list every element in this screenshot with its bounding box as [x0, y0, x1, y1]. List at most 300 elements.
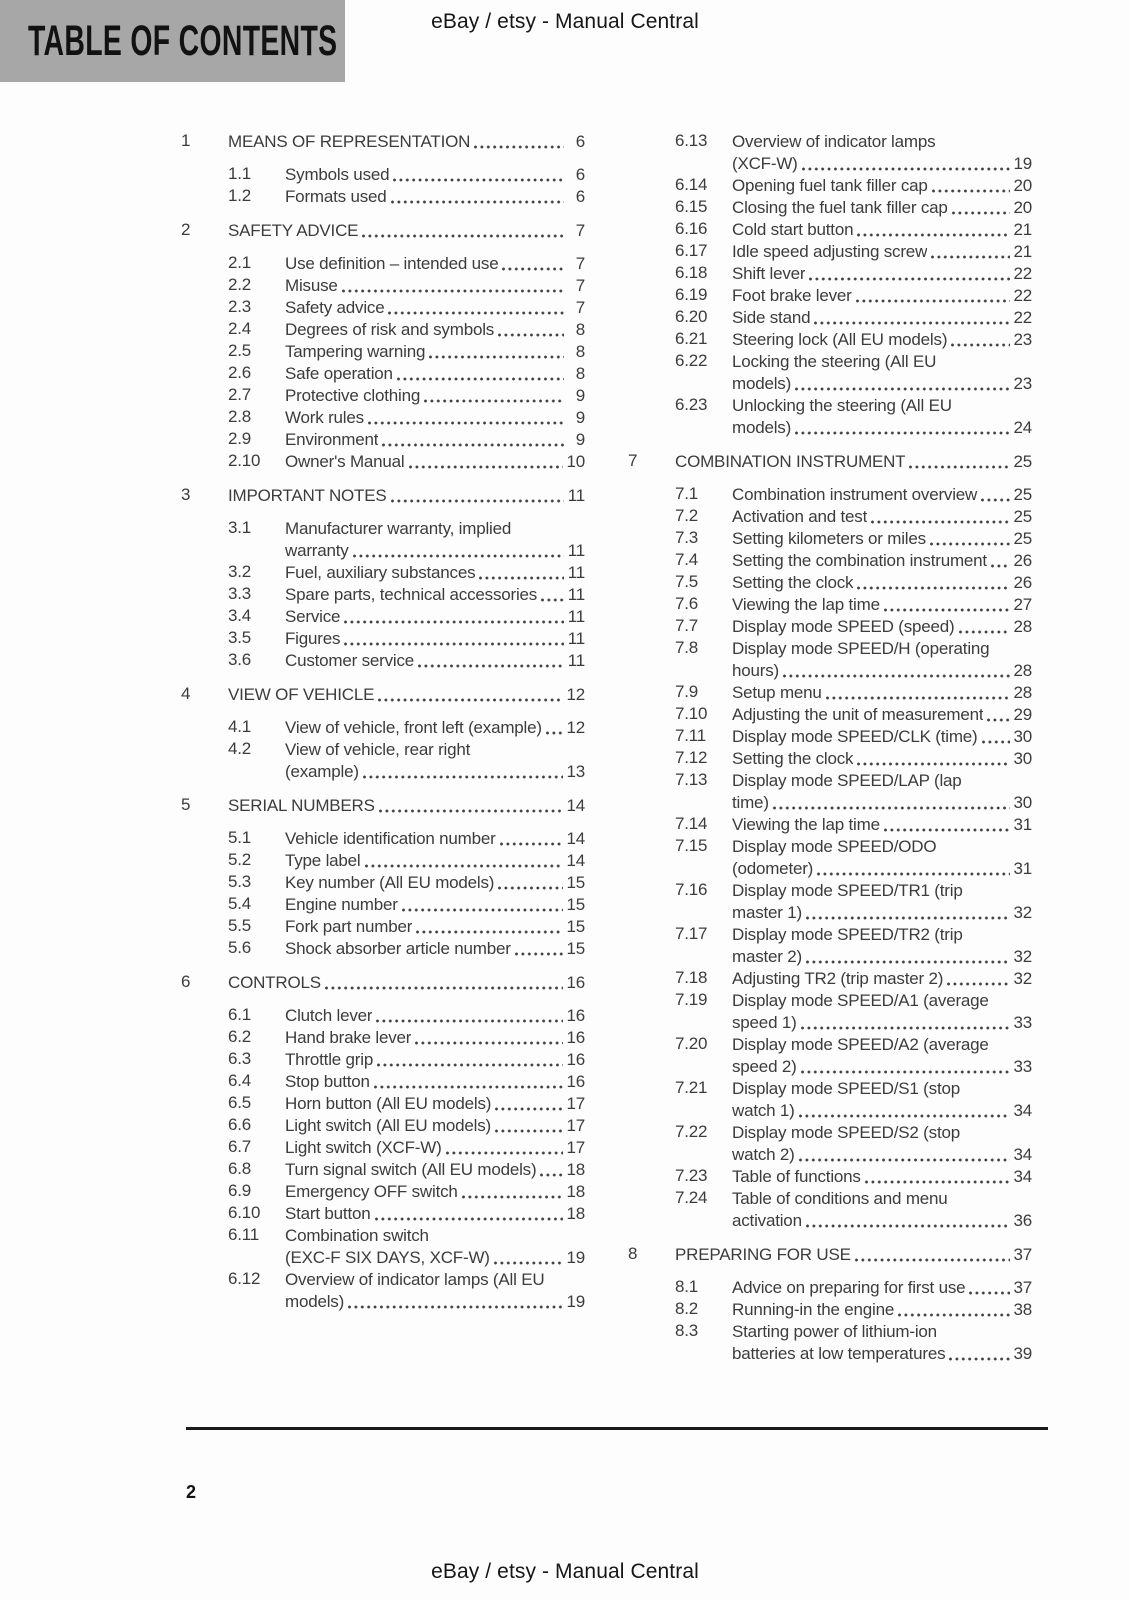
toc-sub-entry	[181, 1049, 585, 1071]
entry-title: warranty	[285, 541, 349, 560]
entry-title: Combination switch	[285, 1226, 429, 1245]
entry-title: SAFETY ADVICE	[228, 221, 359, 240]
entry-line-continuation	[732, 902, 1032, 924]
dot-leader	[814, 321, 1010, 325]
entry-title: CONTROLS	[228, 973, 321, 992]
entry-body	[675, 451, 1032, 473]
entry-line	[732, 263, 1032, 285]
dot-leader	[981, 498, 1010, 502]
toc-sub-entry	[181, 916, 585, 938]
toc-sub-entry	[181, 1027, 585, 1049]
entry-page-number: 7	[575, 221, 585, 240]
entry-page-number: 16	[566, 1028, 585, 1047]
entry-title: Display mode SPEED/CLK (time)	[732, 727, 978, 746]
dot-leader	[982, 740, 1011, 744]
entry-number: 6.22	[675, 351, 708, 370]
entry-line	[732, 528, 1032, 550]
entry-title: Display mode SPEED/TR1 (trip	[732, 881, 963, 900]
dot-leader	[344, 642, 564, 646]
entry-number: 2.10	[228, 451, 261, 470]
entry-body	[675, 1244, 1032, 1266]
entry-title: View of vehicle, rear right	[285, 740, 471, 759]
dot-leader	[991, 564, 1011, 568]
entry-line	[732, 924, 1032, 946]
entry-title: Display mode SPEED/LAP (lap	[732, 771, 962, 790]
entry-body	[732, 550, 1032, 572]
dot-leader	[416, 930, 563, 934]
toc-sub-entry	[628, 1034, 1032, 1078]
entry-title: Light switch (All EU models)	[285, 1116, 492, 1135]
toc-column-right	[628, 131, 1032, 1365]
toc-columns	[181, 131, 1033, 1365]
dot-leader	[397, 377, 564, 381]
entry-page-number: 17	[566, 1094, 585, 1113]
entry-title: speed 2)	[732, 1057, 797, 1076]
entry-body	[732, 528, 1032, 550]
toc-sub-entry	[181, 628, 585, 650]
toc-sub-entry	[628, 307, 1032, 329]
entry-page-number: 10	[566, 452, 585, 471]
entry-number: 7	[628, 451, 638, 470]
entry-page-number: 26	[1013, 551, 1032, 570]
entry-body	[285, 385, 585, 407]
entry-line	[285, 1203, 585, 1225]
dot-leader	[795, 387, 1010, 391]
entry-line	[228, 131, 585, 153]
toc-sub-entry	[628, 704, 1032, 726]
entry-title: batteries at low temperatures	[732, 1344, 946, 1363]
dot-leader	[952, 211, 1011, 215]
entry-line	[285, 297, 585, 319]
entry-page-number: 25	[1013, 529, 1032, 548]
entry-body	[285, 186, 585, 208]
dot-leader	[382, 443, 564, 447]
entry-line	[732, 1277, 1032, 1299]
entry-number: 7.9	[675, 682, 699, 701]
entry-page-number: 18	[566, 1204, 585, 1223]
entry-body	[285, 1269, 585, 1313]
entry-page-number: 30	[1013, 727, 1032, 746]
entry-title: Viewing the lap time	[732, 815, 880, 834]
entry-number: 7.5	[675, 572, 699, 591]
toc-sub-entry	[181, 562, 585, 584]
entry-title: Clutch lever	[285, 1006, 373, 1025]
entry-line-continuation	[732, 1012, 1032, 1034]
dot-leader	[884, 608, 1011, 612]
toc-chapter-entry	[628, 1244, 1032, 1266]
dot-leader	[865, 1180, 1011, 1184]
dot-leader	[773, 806, 1011, 810]
dot-leader	[909, 465, 1010, 469]
entry-body	[228, 220, 585, 242]
toc-sub-entry	[628, 638, 1032, 682]
toc-sub-entry	[628, 395, 1032, 439]
entry-number: 2.4	[228, 319, 252, 338]
entry-page-number: 23	[1013, 374, 1032, 393]
entry-number: 4.2	[228, 739, 252, 758]
entry-line-continuation	[732, 1144, 1032, 1166]
entry-body	[285, 1005, 585, 1027]
dot-leader	[402, 908, 564, 912]
entry-number: 7.19	[675, 990, 708, 1009]
entry-line	[228, 684, 585, 706]
entry-number: 7.21	[675, 1078, 708, 1097]
entry-body	[732, 880, 1032, 924]
toc-sub-entry	[628, 175, 1032, 197]
entry-body	[285, 606, 585, 628]
entry-number: 6.13	[675, 131, 708, 150]
dot-leader	[376, 1019, 563, 1023]
entry-title: Start button	[285, 1204, 371, 1223]
entry-body	[732, 594, 1032, 616]
entry-title: master 2)	[732, 947, 802, 966]
entry-title: Owner's Manual	[285, 452, 405, 471]
entry-body	[285, 894, 585, 916]
entry-line-continuation	[732, 1343, 1032, 1365]
entry-line	[228, 220, 585, 242]
entry-line	[285, 828, 585, 850]
toc-sub-entry	[181, 385, 585, 407]
entry-page-number: 25	[1013, 452, 1032, 471]
dot-leader	[342, 289, 564, 293]
entry-line	[228, 795, 585, 817]
entry-title: Degrees of risk and symbols	[285, 320, 495, 339]
dot-leader	[515, 952, 564, 956]
entry-title: Throttle grip	[285, 1050, 374, 1069]
entry-number: 5.6	[228, 938, 252, 957]
entry-body	[228, 485, 585, 507]
entry-body	[732, 1299, 1032, 1321]
entry-line-continuation	[285, 1291, 585, 1313]
toc-sub-entry	[628, 329, 1032, 351]
entry-page-number: 17	[566, 1116, 585, 1135]
entry-page-number: 18	[566, 1182, 585, 1201]
entry-page-number: 22	[1013, 308, 1032, 327]
entry-page-number: 20	[1013, 176, 1032, 195]
entry-number: 2.2	[228, 275, 252, 294]
entry-number: 6.20	[675, 307, 708, 326]
entry-body	[732, 924, 1032, 968]
dot-leader	[817, 872, 1010, 876]
dot-leader	[930, 542, 1011, 546]
entry-body	[285, 828, 585, 850]
entry-line	[285, 1269, 585, 1291]
entry-line	[732, 1166, 1032, 1188]
dot-leader	[495, 1107, 563, 1111]
entry-body	[732, 836, 1032, 880]
toc-sub-entry	[181, 1203, 585, 1225]
entry-number: 8	[628, 1244, 638, 1263]
entry-line	[732, 1321, 1032, 1343]
entry-line	[732, 1188, 1032, 1210]
entry-page-number: 29	[1013, 705, 1032, 724]
toc-sub-entry	[181, 429, 585, 451]
dot-leader	[959, 630, 1011, 634]
entry-title: SERIAL NUMBERS	[228, 796, 375, 815]
entry-body	[732, 263, 1032, 285]
entry-title: Work rules	[285, 408, 364, 427]
entry-number: 1.2	[228, 186, 252, 205]
toc-sub-entry	[181, 872, 585, 894]
dot-leader	[799, 1114, 1011, 1118]
toc-sub-entry	[628, 550, 1032, 572]
entry-number: 7.23	[675, 1166, 708, 1185]
entry-page-number: 16	[566, 1050, 585, 1069]
entry-body	[732, 307, 1032, 329]
entry-number: 2.9	[228, 429, 252, 448]
footer-brand: eBay / etsy - Manual Central	[431, 1560, 699, 1583]
entry-line	[285, 1071, 585, 1093]
entry-line	[285, 628, 585, 650]
entry-title: Foot brake lever	[732, 286, 852, 305]
entry-title: Opening fuel tank filler cap	[732, 176, 928, 195]
entry-title: watch 1)	[732, 1101, 795, 1120]
entry-number: 5.3	[228, 872, 252, 891]
entry-title: hours)	[732, 661, 779, 680]
entry-line	[732, 704, 1032, 726]
entry-body	[732, 990, 1032, 1034]
entry-body	[732, 638, 1032, 682]
dot-leader	[826, 696, 1011, 700]
dot-leader	[969, 1291, 1010, 1295]
entry-title: Combination instrument overview	[732, 485, 978, 504]
entry-body	[285, 363, 585, 385]
entry-page-number: 34	[1013, 1101, 1032, 1120]
entry-line	[285, 407, 585, 429]
entry-title: Steering lock (All EU models)	[732, 330, 948, 349]
entry-line-continuation	[285, 761, 585, 783]
dot-leader	[806, 916, 1010, 920]
entry-title: Figures	[285, 629, 341, 648]
entry-title: Display mode SPEED/ODO	[732, 837, 937, 856]
toc-sub-entry	[181, 1071, 585, 1093]
dot-leader	[500, 842, 564, 846]
entry-page-number: 27	[1013, 595, 1032, 614]
dot-leader	[388, 311, 564, 315]
toc-sub-entry	[628, 572, 1032, 594]
dot-leader	[495, 1129, 563, 1133]
entry-body	[732, 285, 1032, 307]
dot-leader	[391, 499, 564, 503]
entry-line	[285, 1115, 585, 1137]
entry-line	[732, 175, 1032, 197]
entry-line	[285, 1181, 585, 1203]
toc-sub-entry	[181, 739, 585, 783]
entry-title: (XCF-W)	[732, 154, 798, 173]
entry-line	[285, 938, 585, 960]
entry-page-number: 32	[1013, 969, 1032, 988]
entry-page-number: 20	[1013, 198, 1032, 217]
entry-page-number: 13	[566, 762, 585, 781]
dot-leader	[951, 343, 1010, 347]
entry-number: 6.14	[675, 175, 708, 194]
entry-line	[285, 739, 585, 761]
entry-body	[732, 1188, 1032, 1232]
entry-number: 2	[181, 220, 191, 239]
entry-title: Service	[285, 607, 341, 626]
entry-page-number: 33	[1013, 1057, 1032, 1076]
entry-title: Safety advice	[285, 298, 385, 317]
entry-line-continuation	[732, 946, 1032, 968]
entry-title: Vehicle identification number	[285, 829, 496, 848]
entry-title: Setting the combination instrument	[732, 551, 987, 570]
toc-sub-entry	[181, 297, 585, 319]
entry-number: 5.2	[228, 850, 252, 869]
entry-page-number: 28	[1013, 617, 1032, 636]
entry-title: Horn button (All EU models)	[285, 1094, 492, 1113]
entry-body	[732, 395, 1032, 439]
entry-title: Safe operation	[285, 364, 393, 383]
entry-number: 3.2	[228, 562, 252, 581]
entry-line	[732, 572, 1032, 594]
toc-sub-entry	[628, 1277, 1032, 1299]
entry-body	[285, 1137, 585, 1159]
entry-body	[228, 972, 585, 994]
entry-number: 6.21	[675, 329, 708, 348]
dot-leader	[795, 431, 1010, 435]
entry-number: 3.1	[228, 518, 252, 537]
entry-title: Light switch (XCF-W)	[285, 1138, 442, 1157]
entry-number: 2.3	[228, 297, 252, 316]
toc-chapter-entry	[181, 220, 585, 242]
entry-title: Emergency OFF switch	[285, 1182, 458, 1201]
dot-leader	[806, 960, 1010, 964]
entry-page-number: 9	[575, 386, 585, 405]
dot-leader	[949, 1357, 1010, 1361]
entry-body	[285, 297, 585, 319]
entry-line	[285, 319, 585, 341]
dot-leader	[987, 718, 1010, 722]
entry-body	[285, 518, 585, 562]
entry-title: Manufacturer warranty, implied	[285, 519, 512, 538]
entry-line	[732, 395, 1032, 417]
entry-title: PREPARING FOR USE	[675, 1245, 851, 1264]
entry-line	[285, 916, 585, 938]
entry-body	[732, 1034, 1032, 1078]
dot-leader	[377, 1063, 563, 1067]
dot-leader	[362, 234, 564, 238]
dot-leader	[462, 1195, 564, 1199]
entry-line	[732, 329, 1032, 351]
dot-leader	[409, 465, 564, 469]
entry-number: 3.4	[228, 606, 252, 625]
dot-leader	[801, 1070, 1011, 1074]
entry-title: Environment	[285, 430, 379, 449]
entry-line	[732, 1078, 1032, 1100]
entry-page-number: 39	[1013, 1344, 1032, 1363]
entry-number: 7.11	[675, 726, 707, 745]
entry-body	[732, 1122, 1032, 1166]
entry-page-number: 16	[566, 1072, 585, 1091]
entry-number: 7.4	[675, 550, 699, 569]
toc-chapter-entry	[181, 485, 585, 507]
dot-leader	[799, 1158, 1011, 1162]
entry-title: models)	[732, 374, 792, 393]
entry-number: 4	[181, 684, 191, 703]
entry-body	[285, 1181, 585, 1203]
dot-leader	[498, 333, 564, 337]
entry-line	[732, 616, 1032, 638]
entry-body	[285, 1203, 585, 1225]
entry-title: (EXC-F SIX DAYS, XCF-W)	[285, 1248, 490, 1267]
entry-page-number: 8	[575, 364, 585, 383]
toc-chapter-entry	[628, 451, 1032, 473]
dot-leader	[871, 520, 1010, 524]
dot-leader	[393, 178, 564, 182]
toc-sub-entry	[181, 253, 585, 275]
toc-sub-entry	[181, 606, 585, 628]
entry-body	[732, 968, 1032, 990]
dot-leader	[806, 1224, 1011, 1228]
entry-line	[285, 363, 585, 385]
entry-title: master 1)	[732, 903, 802, 922]
entry-line	[285, 1159, 585, 1181]
entry-number: 7.13	[675, 770, 708, 789]
entry-title: COMBINATION INSTRUMENT	[675, 452, 906, 471]
toc-sub-entry	[181, 341, 585, 363]
entry-body	[285, 562, 585, 584]
toc-sub-entry	[628, 528, 1032, 550]
entry-page-number: 32	[1013, 947, 1032, 966]
entry-line	[732, 197, 1032, 219]
toc-sub-entry	[181, 850, 585, 872]
dot-leader	[415, 1041, 563, 1045]
entry-page-number: 11	[567, 541, 585, 560]
toc-chapter-entry	[181, 972, 585, 994]
entry-number: 2.1	[228, 253, 252, 272]
entry-line	[732, 219, 1032, 241]
entry-title: activation	[732, 1211, 802, 1230]
toc-sub-entry	[181, 164, 585, 186]
entry-body	[732, 197, 1032, 219]
entry-number: 6.10	[228, 1203, 261, 1222]
entry-number: 6.11	[228, 1225, 260, 1244]
dot-leader	[424, 399, 564, 403]
dot-leader	[374, 1085, 564, 1089]
toc-sub-entry	[628, 197, 1032, 219]
entry-line	[732, 484, 1032, 506]
entry-page-number: 14	[566, 829, 585, 848]
entry-page-number: 15	[566, 917, 585, 936]
toc-sub-entry	[628, 484, 1032, 506]
entry-number: 3.5	[228, 628, 252, 647]
entry-body	[285, 1071, 585, 1093]
entry-body	[732, 219, 1032, 241]
entry-line	[285, 650, 585, 672]
entry-page-number: 9	[575, 430, 585, 449]
entry-title: Type label	[285, 851, 361, 870]
entry-title: Shock absorber article number	[285, 939, 511, 958]
entry-page-number: 15	[566, 873, 585, 892]
entry-title: Starting power of lithium-ion	[732, 1322, 937, 1341]
dot-leader	[801, 1026, 1011, 1030]
toc-sub-entry	[181, 407, 585, 429]
toc-sub-entry	[628, 924, 1032, 968]
dot-leader	[857, 233, 1010, 237]
toc-sub-entry	[181, 275, 585, 297]
toc-sub-entry	[628, 770, 1032, 814]
dot-leader	[809, 277, 1010, 281]
entry-line	[732, 814, 1032, 836]
entry-title: Tampering warning	[285, 342, 426, 361]
toc-sub-entry	[181, 894, 585, 916]
entry-title: Idle speed adjusting screw	[732, 242, 928, 261]
dot-leader	[348, 1305, 563, 1309]
entry-body	[732, 1277, 1032, 1299]
dot-leader	[474, 145, 564, 149]
entry-page-number: 6	[575, 132, 585, 151]
header-brand: eBay / etsy - Manual Central	[431, 10, 699, 33]
